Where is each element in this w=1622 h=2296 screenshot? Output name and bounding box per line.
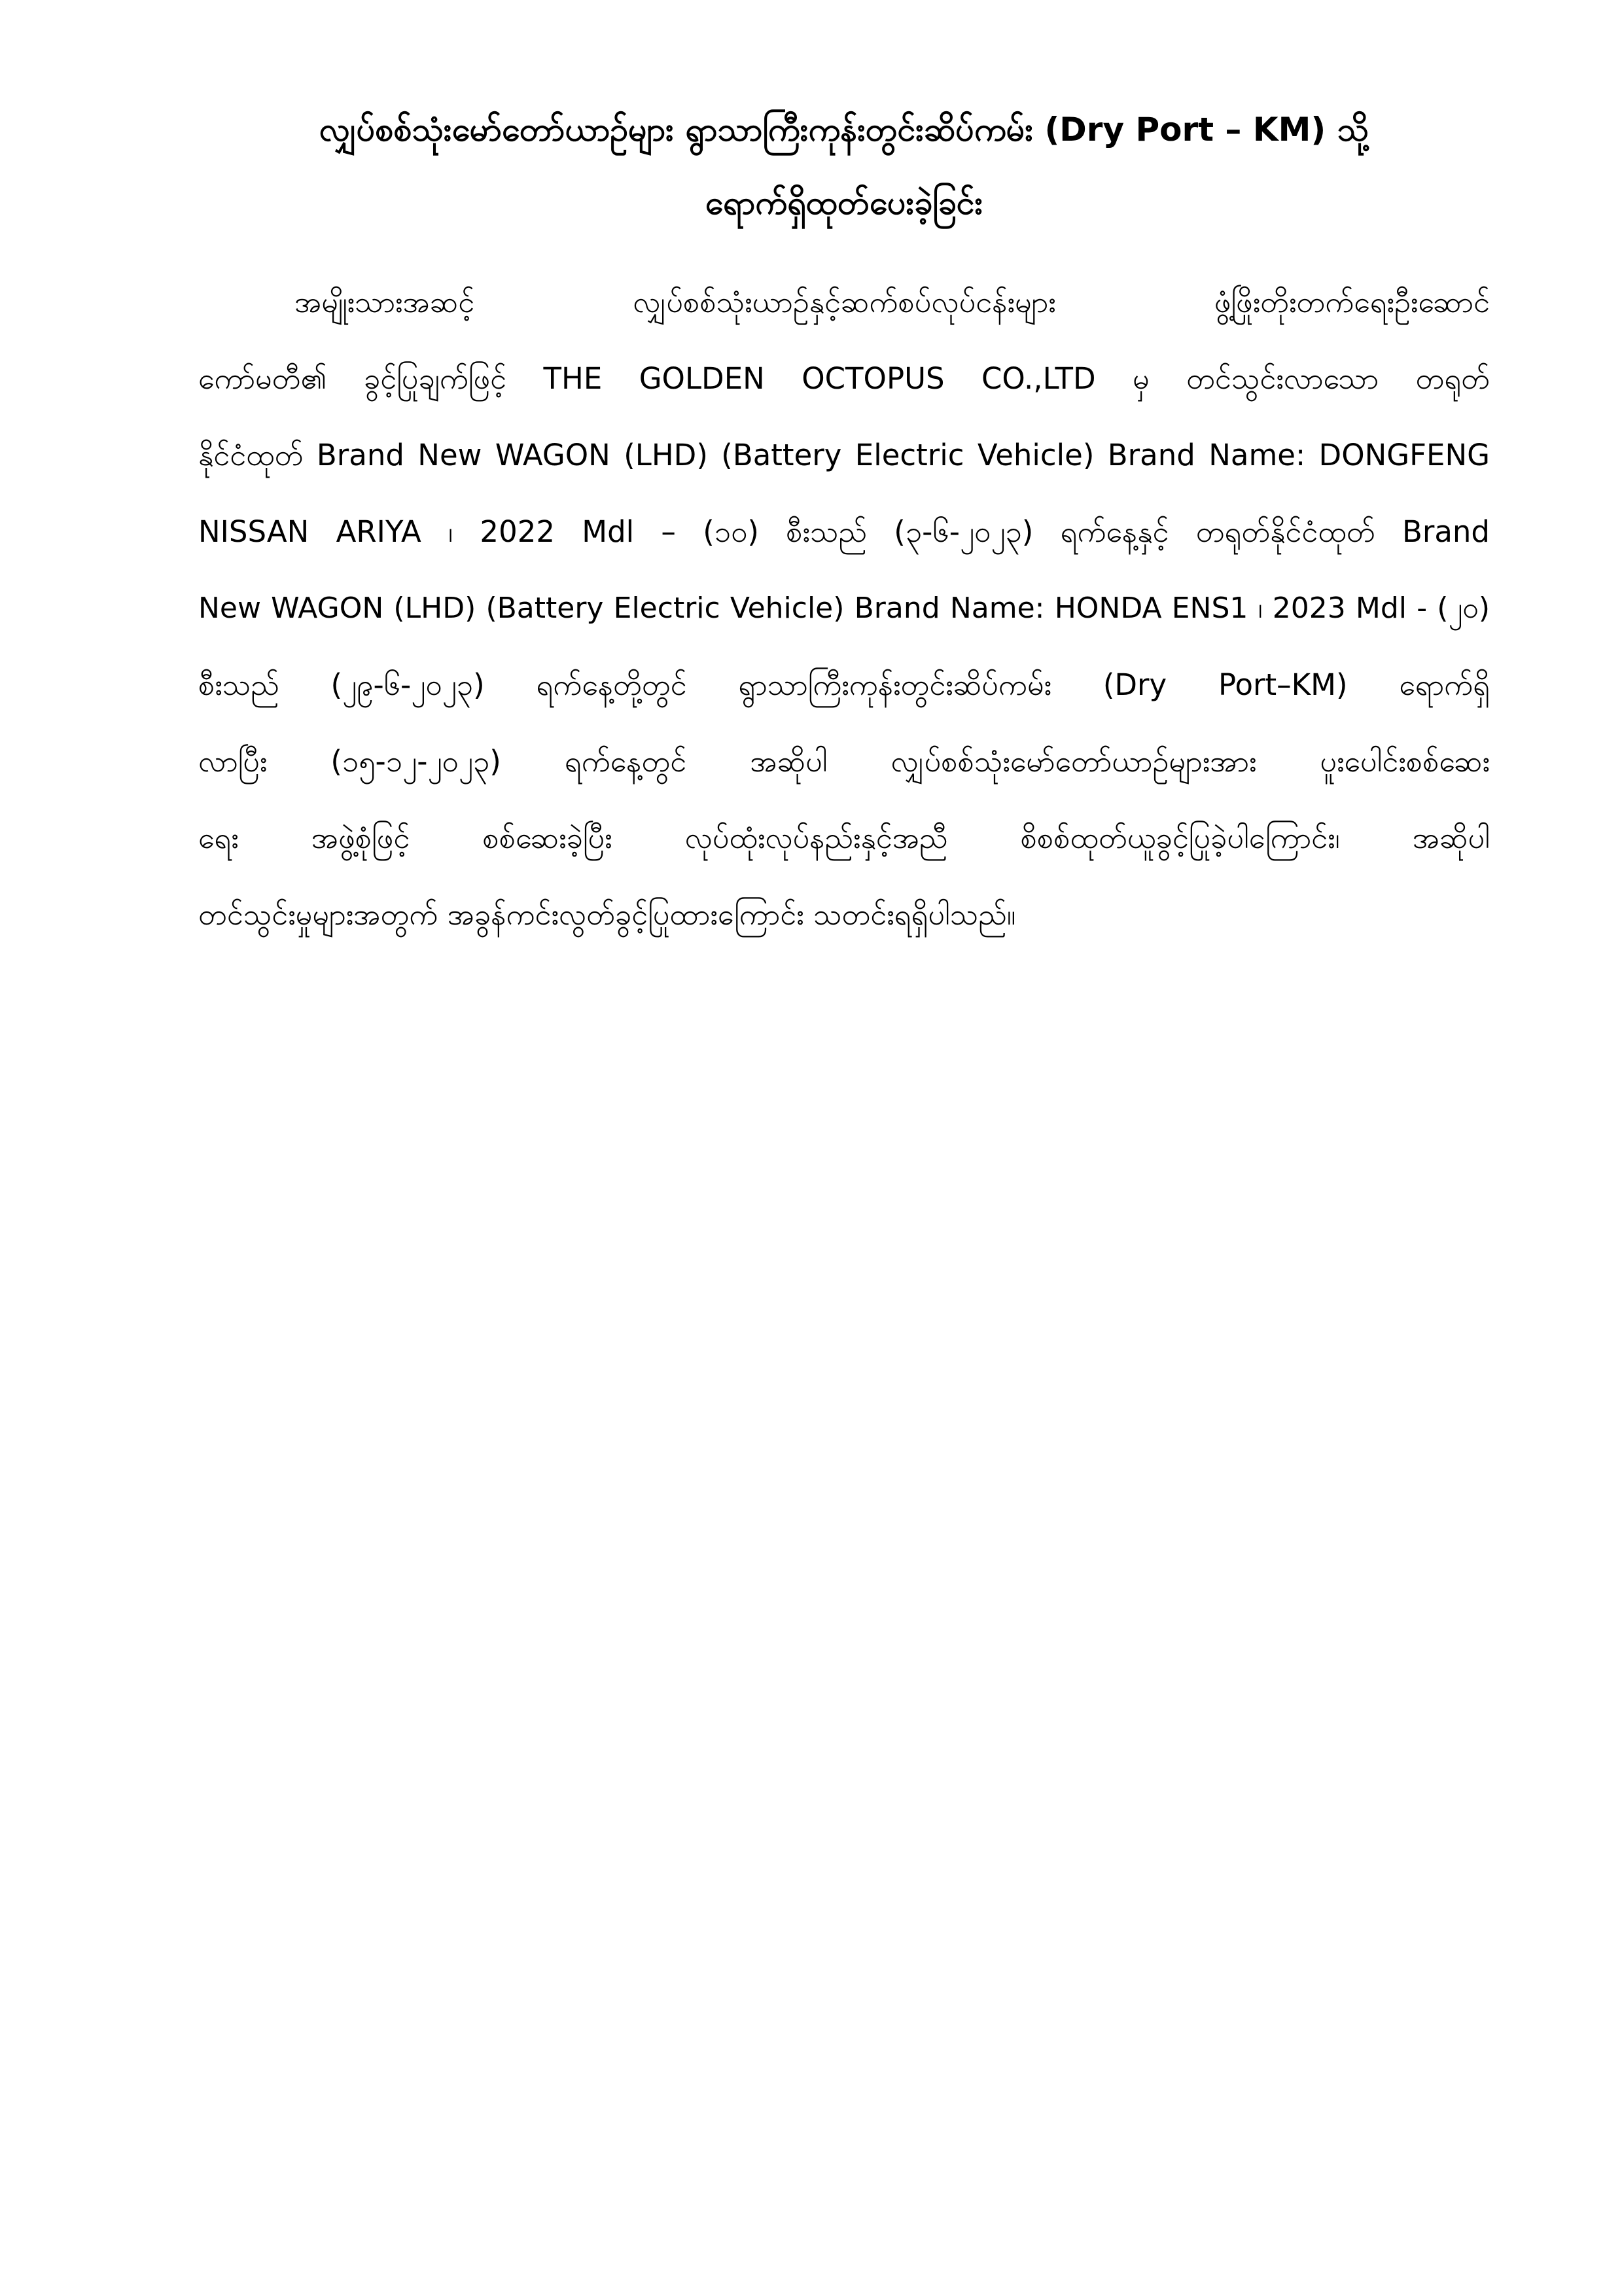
body-line: ကော်မတီ၏ ခွင့်ပြုချက်ဖြင့် THE GOLDEN OCTOPUS CO.,LTD မှ တင်သွင်းလာသော တရုတ် xyxy=(198,361,1490,396)
body-line: လာပြီး (၁၅-၁၂-၂၀၂၃) ရက်နေ့တွင် အဆိုပါ လျှပ်စစ်သုံးမော်တော်ယာဉ်များအား ပူးပေါင်းစစ်ဆေး xyxy=(198,744,1490,779)
body-paragraph xyxy=(198,264,1490,953)
body-line: နိုင်ငံထုတ် Brand New WAGON (LHD) (Battery Electric Vehicle) Brand Name: DONGFENG xyxy=(198,438,1490,472)
body-line: NISSAN ARIYA ၊ 2022 Mdl – (၁၀) စီးသည် (၃-၆-၂၀၂၃) ရက်နေ့နှင့် တရုတ်နိုင်ငံထုတ် Brand xyxy=(198,514,1490,549)
document-title-line-1: လျှပ်စစ်သုံးမော်တော်ယာဉ်များ ရွာသာကြီးကုန်းတွင်းဆိပ်ကမ်း (Dry Port – KM) သို့ xyxy=(319,111,1369,149)
body-line: အမျိုးသားအဆင့် လျှပ်စစ်သုံးယာဉ်နှင့်ဆက်စပ်လုပ်ငန်းများ ဖွံ့ဖြိုးတိုးတက်ရေးဦးဆောင် xyxy=(294,285,1490,319)
body-line: ရေး အဖွဲ့စုံဖြင့် စစ်ဆေးခဲ့ပြီး လုပ်ထုံးလုပ်နည်းနှင့်အညီ စိစစ်ထုတ်ယူခွင့်ပြုခဲ့ပါကြောင်း၊ အဆိုပါ xyxy=(198,821,1490,855)
body-line: စီးသည် (၂၉-၆-၂၀၂၃) ရက်နေ့တို့တွင် ရွာသာကြီးကုန်းတွင်းဆိပ်ကမ်း (Dry Port–KM) ရောက်ရှိ xyxy=(198,667,1490,702)
body-line: တင်သွင်းမှုများအတွက် အခွန်ကင်းလွတ်ခွင့်ပြုထားကြောင်း သတင်းရရှိပါသည်။ xyxy=(198,897,1016,932)
document-title-line-2: ရောက်ရှိထုတ်ပေးခဲ့ခြင်း xyxy=(705,184,983,222)
body-line: New WAGON (LHD) (Battery Electric Vehicle) Brand Name: HONDA ENS1 ၊ 2023 Mdl - (၂၀) xyxy=(198,592,1490,625)
